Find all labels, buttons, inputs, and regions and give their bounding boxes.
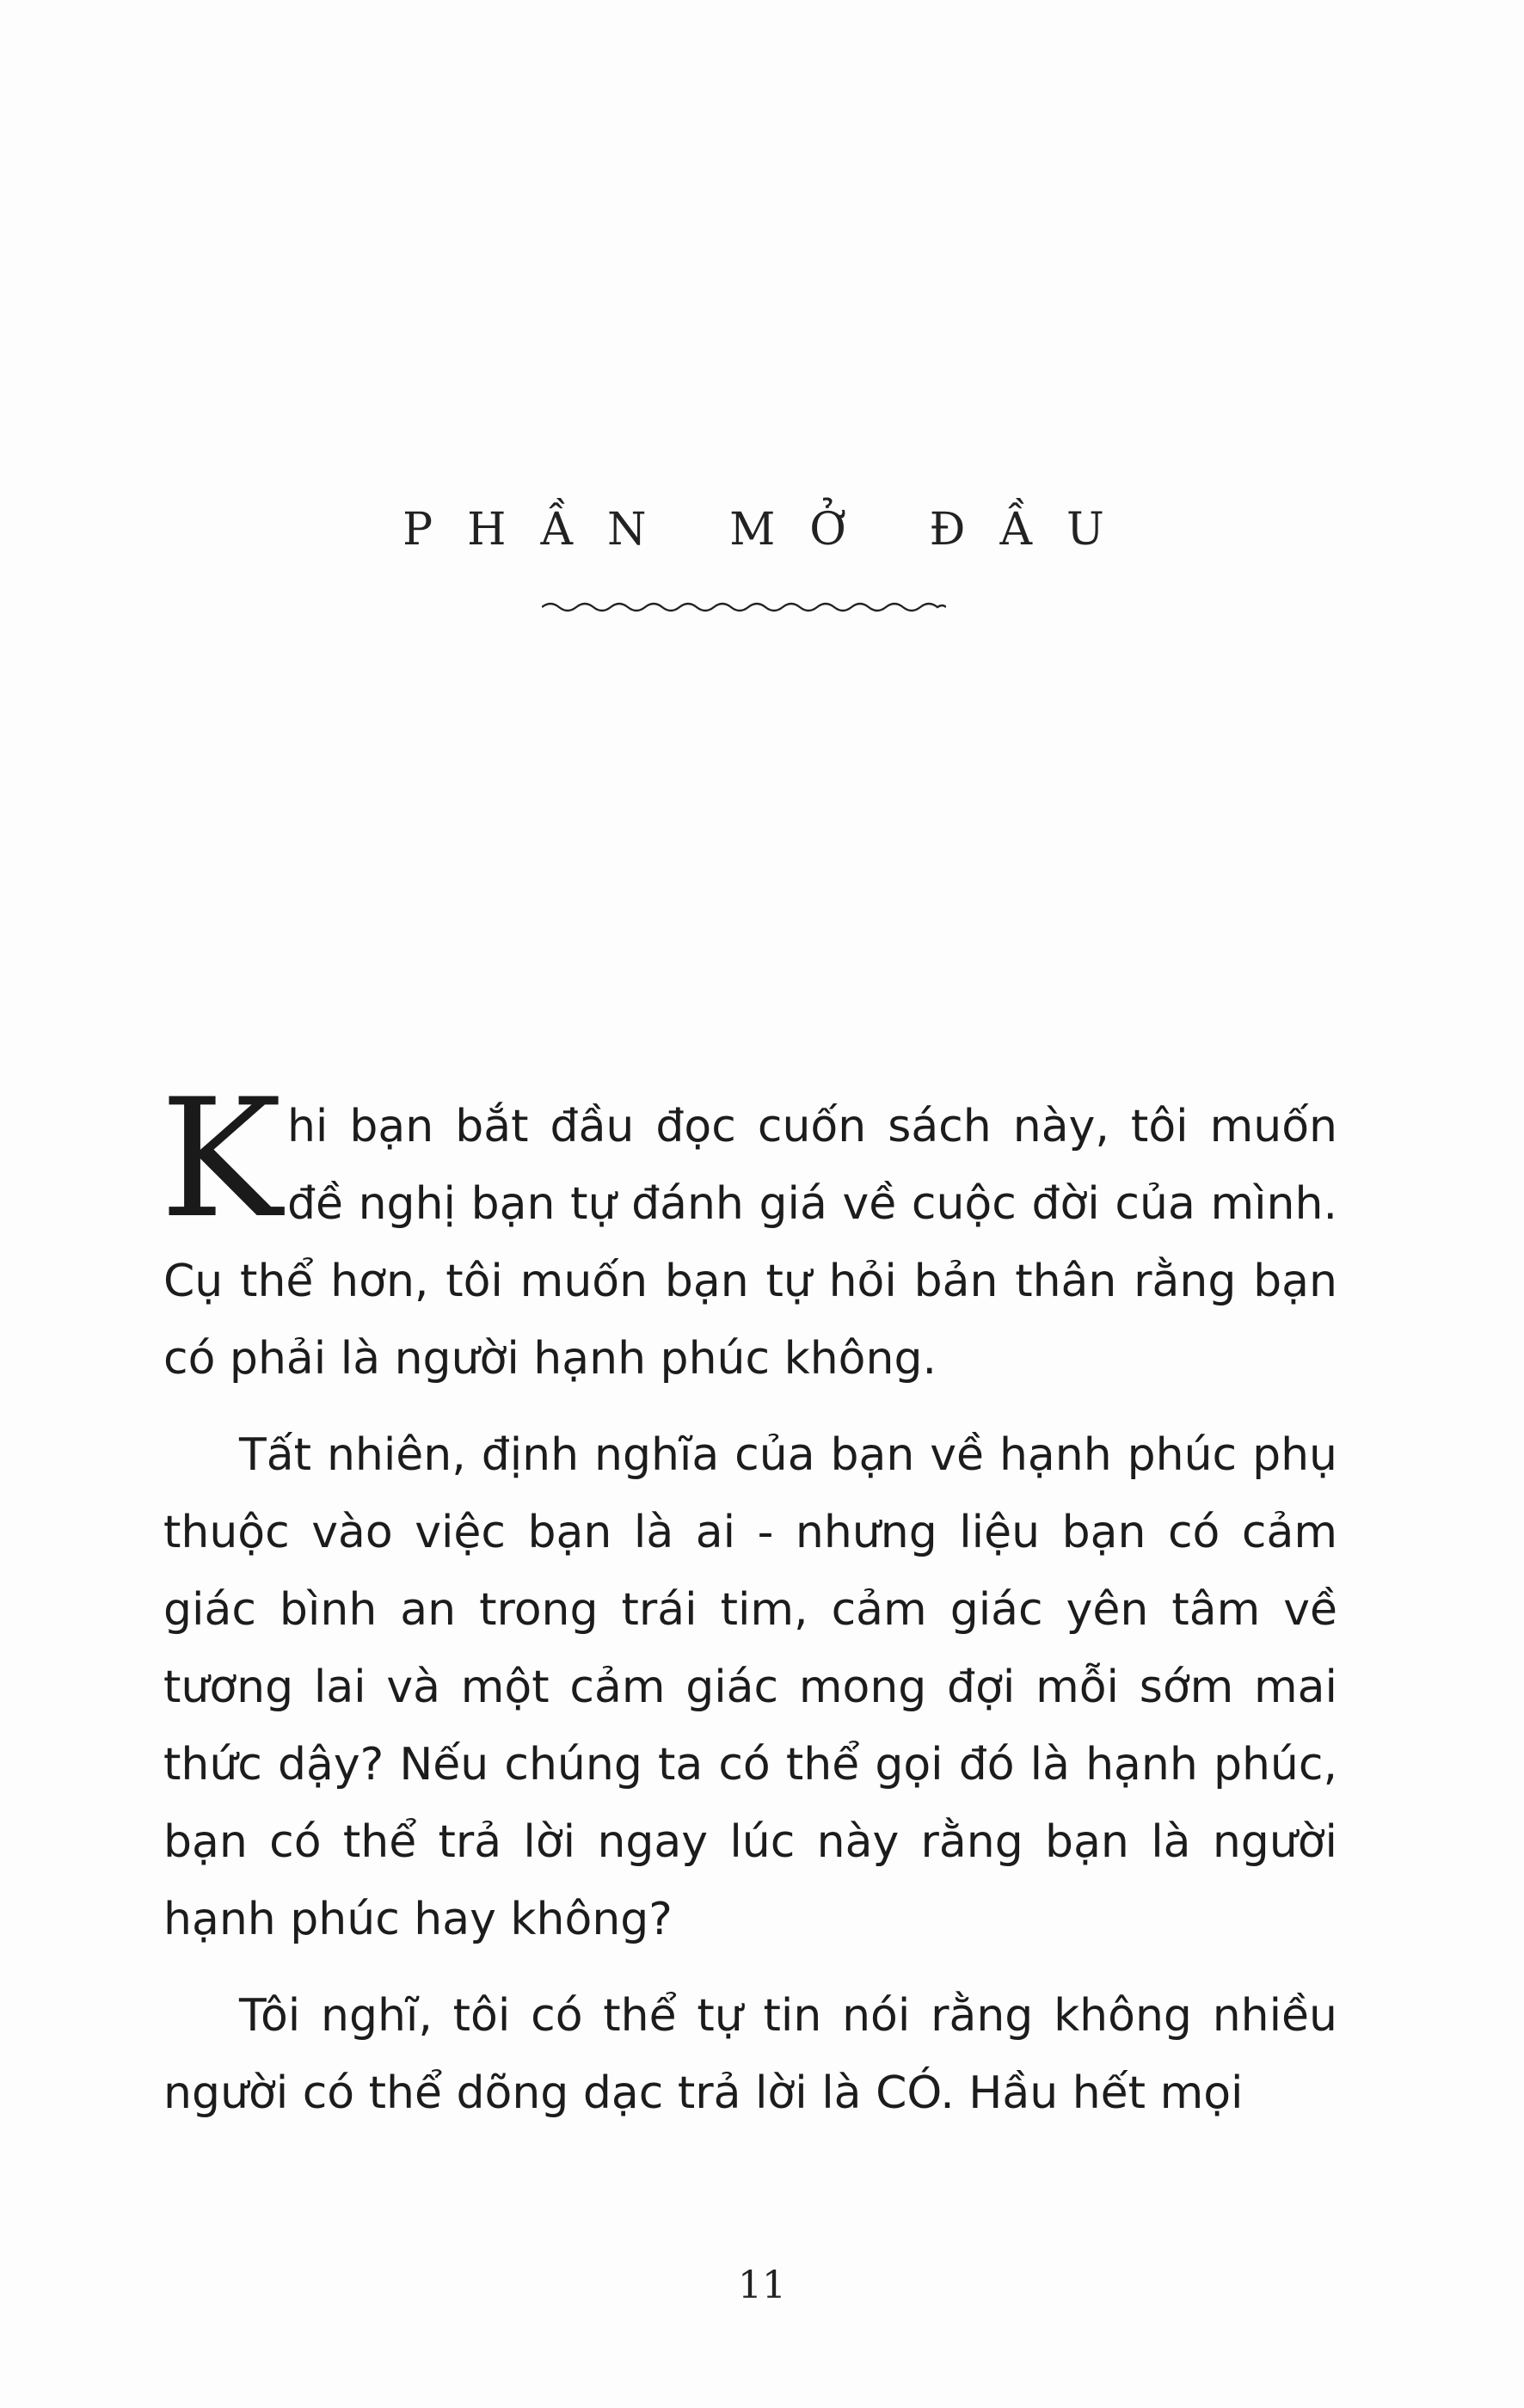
wave-ornament [542,599,946,623]
paragraph-1-text: hi bạn bắt đầu đọc cuốn sách này, tôi muốn đề nghị bạn tự đánh giá về cuộc đời của mình. Cụ thể hơn, tôi muốn bạn tự hỏi bản thân rằng bạn có phải là người hạnh phúc không. [163,1101,1337,1385]
drop-cap: K [160,1064,282,1254]
chapter-title: PHẦN MỞ ĐẦU [403,504,1139,556]
paragraph-1 [160,1064,1337,1398]
paragraph-2: Tất nhiên, định nghĩa của bạn về hạnh phúc phụ thuộc vào việc bạn là ai - nhưng liệu bạn có cảm giác bình an trong trái tim, cảm giác yên tâm về tương lai và một cảm giác mong đợi mỗi sớm mai thức dậy? Nếu chúng ta có thể gọi đó là hạnh phúc, bạn có thể trả lời ngay lúc này rằng bạn là người hạnh phúc hay không? [163,1429,1337,1945]
body-text [160,1064,1337,2151]
page-number: 11 [738,2264,786,2307]
paragraph-3: Tôi nghĩ, tôi có thể tự tin nói rằng không nhiều người có thể dõng dạc trả lời là CÓ. Hầu hết mọi [163,1990,1337,2119]
